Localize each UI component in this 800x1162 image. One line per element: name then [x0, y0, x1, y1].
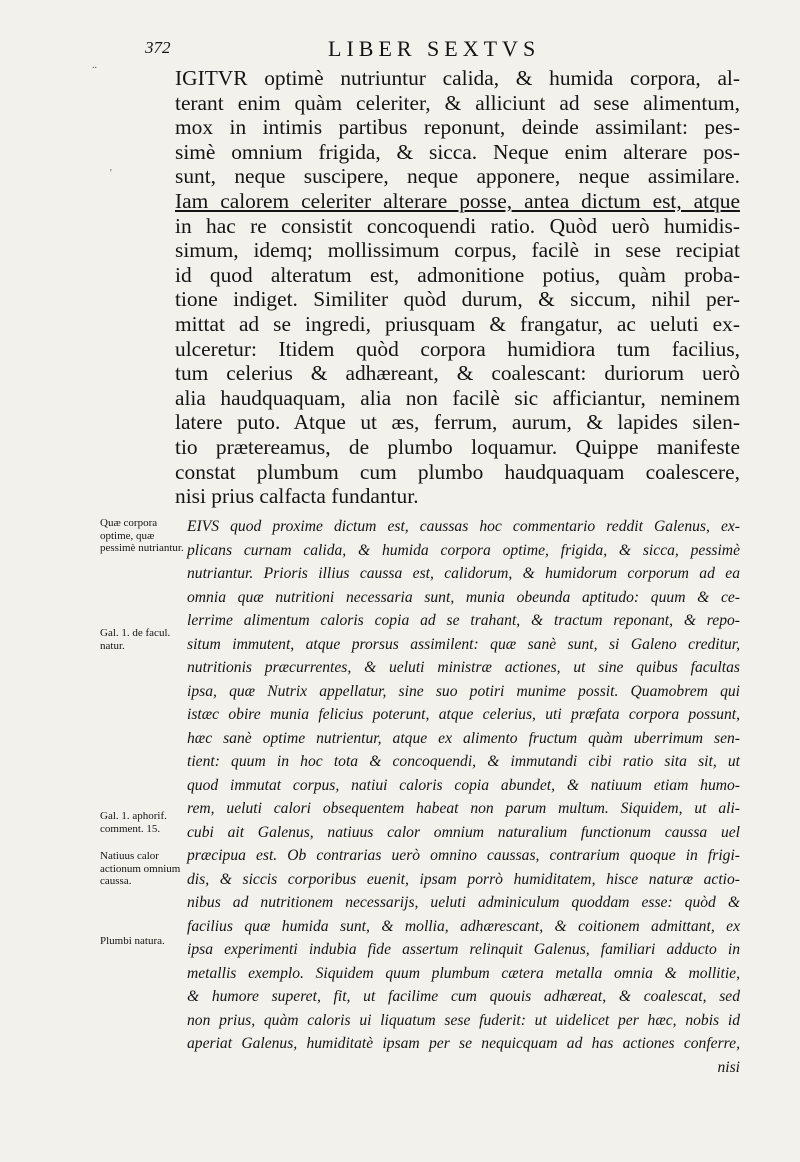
main-text-line: latere puto. Atque ut æs, ferrum, aurum, & lapides silen-	[175, 410, 740, 435]
commentary-line: plicans curnam calida, & humida corpora optime, frigida, & sicca, pessimè	[187, 541, 740, 559]
margin-speck-mark: '	[110, 168, 112, 179]
main-text-line: ulceretur: Itidem quòd corpora humidiora tum facilius,	[175, 336, 740, 361]
commentary-line: istæc obire munia felicius poterunt, atque celerius, uti præfata corpora possunt,	[187, 706, 740, 723]
main-text-line: id quod alteratum est, admonitione potius, quàm proba-	[175, 262, 740, 287]
main-text-line: simè omnium frigida, & sicca. Neque enim alterare pos-	[175, 139, 740, 164]
commentary-line: nutritionis præcurrentes, & ueluti ministræ actiones, ut sine quibus facultas	[187, 659, 740, 676]
commentary-line: situm immutent, atque prorsus assimilent: quæ sanè sunt, si Galeno creditur,	[187, 635, 740, 653]
margin-note: Quæ corpora optime, quæ pessimè nutriantur.	[100, 517, 184, 554]
main-text-line: constat plumbum cum plumbo haudquaquam coalescere,	[175, 459, 740, 484]
page-number: 372	[145, 38, 171, 57]
commentary-line: metallis exemplo. Siquidem quum plumbum cætera metalla omnia & mollitie,	[187, 964, 740, 982]
margin-note: Natiuus calor actionum omnium caussa.	[100, 850, 181, 887]
commentary-line: hæc sanè optime nutrientur, atque ex alimento fructum quàm uberrimum sen-	[187, 729, 740, 747]
main-text-line: mox in intimis partibus reponunt, deinde assimilant: pes-	[175, 115, 740, 140]
commentary-line: facilius quæ humida sunt, & mollia, adhærescant, & coitionem admittant, ex	[187, 917, 740, 935]
commentary-line: quod immutat corpus, natiui caloris copia abundet, & natiuum etiam humo-	[187, 776, 740, 794]
main-text-block	[175, 66, 740, 509]
commentary-line: tient: quum in hoc tota & concoquendi, & immutandi cibi ratio sita sit, ut	[187, 753, 740, 770]
commentary-line: præcipua est. Ob contrarias uerò omnino caussas, contrarium quoque in frigi-	[187, 847, 740, 864]
commentary-line: nisi	[717, 1058, 740, 1076]
running-head: LIBER SEXTVS	[328, 36, 541, 61]
main-text-line: simum, idemq; mollissimum corpus, facilè in sese recipiat	[175, 238, 740, 263]
underlined-text: Iam calorem celeriter alterare posse, antea dictum est, atque	[175, 188, 740, 213]
main-text-line: nisi prius calfacta fundantur.	[175, 484, 419, 509]
main-text-line-underlined	[175, 189, 740, 214]
main-text-line: terant enim quàm celeriter, & alliciunt ad sese alimentum,	[175, 90, 740, 115]
commentary-line: EIVS quod proxime dictum est, caussas hoc commentario reddit Galenus, ex-	[187, 518, 740, 535]
main-text-line: mittat ad se ingredi, priusquam & frangatur, ac ueluti ex-	[175, 311, 740, 336]
commentary-line: ipsa experimenti indubia fide assertum relinquit Galenus, familiari adducto in	[187, 941, 740, 958]
commentary-line: non prius, quàm caloris ui liquatum sese fuderit: ut uidelicet per hæc, nobis id	[187, 1011, 740, 1029]
commentary-line: lerrime alimentum caloris copia ad se trahant, & tractum reponant, & repo-	[187, 612, 740, 629]
main-text-line: tum celerius & adhæreant, & coalescant: duriorum uerò	[175, 361, 740, 386]
main-text-line: tione indiget. Similiter quòd durum, & siccum, nihil per-	[175, 287, 740, 312]
main-text-line: sunt, neque suscipere, neque apponere, neque assimilare.	[175, 164, 740, 189]
commentary-line: nutriantur. Prioris illius caussa est, calidorum, & humidorum corporum ad ea	[187, 565, 740, 582]
page-header	[145, 38, 745, 64]
commentary-block	[187, 515, 740, 1079]
margin-note: Gal. 1. de facul. natur.	[100, 627, 171, 652]
commentary-line: cubi ait Galenus, natiuus calor omnium naturalium functionum caussa uel	[187, 823, 740, 841]
margin-speck-mark: ..	[92, 60, 97, 71]
commentary-line: dis, & siccis corporibus euenit, ipsam porrò humiditatem, hisce naturæ actio-	[187, 870, 740, 888]
commentary-line: nibus ad nutritionem necessarijs, ueluti adminiculum quoddam esse: quòd &	[187, 894, 740, 911]
main-text-line: IGITVR optimè nutriuntur calida, & humida corpora, al-	[175, 66, 740, 90]
commentary-line: & humore superet, fit, ut facilime cum quouis adhæreat, & coalescat, sed	[187, 988, 740, 1005]
commentary-line: ipsa, quæ Nutrix appellatur, sine suo potiri munime possit. Quamobrem qui	[187, 682, 740, 700]
commentary-line: aperiat Galenus, humiditatè ipsam per se nequicquam ad has actiones conferre,	[187, 1035, 740, 1052]
commentary-line: omnia quæ nutritioni necessaria sunt, munia obeunda aptitudo: quum & ce-	[187, 588, 740, 606]
main-text-line: tio prætereamus, de plumbo loquamur. Quippe manifeste	[175, 434, 740, 459]
margin-note: Plumbi natura.	[100, 935, 165, 947]
commentary-line: rem, ueluti calori obsequentem habeat non parum multum. Siquidem, ut ali-	[187, 800, 740, 817]
main-text-line: alia haudquaquam, alia non facilè sic afficiantur, neminem	[175, 385, 740, 410]
margin-note: Gal. 1. aphorif. comment. 15.	[100, 810, 167, 835]
main-text-line: in hac re consistit concoquendi ratio. Quòd uerò humidis-	[175, 213, 740, 238]
